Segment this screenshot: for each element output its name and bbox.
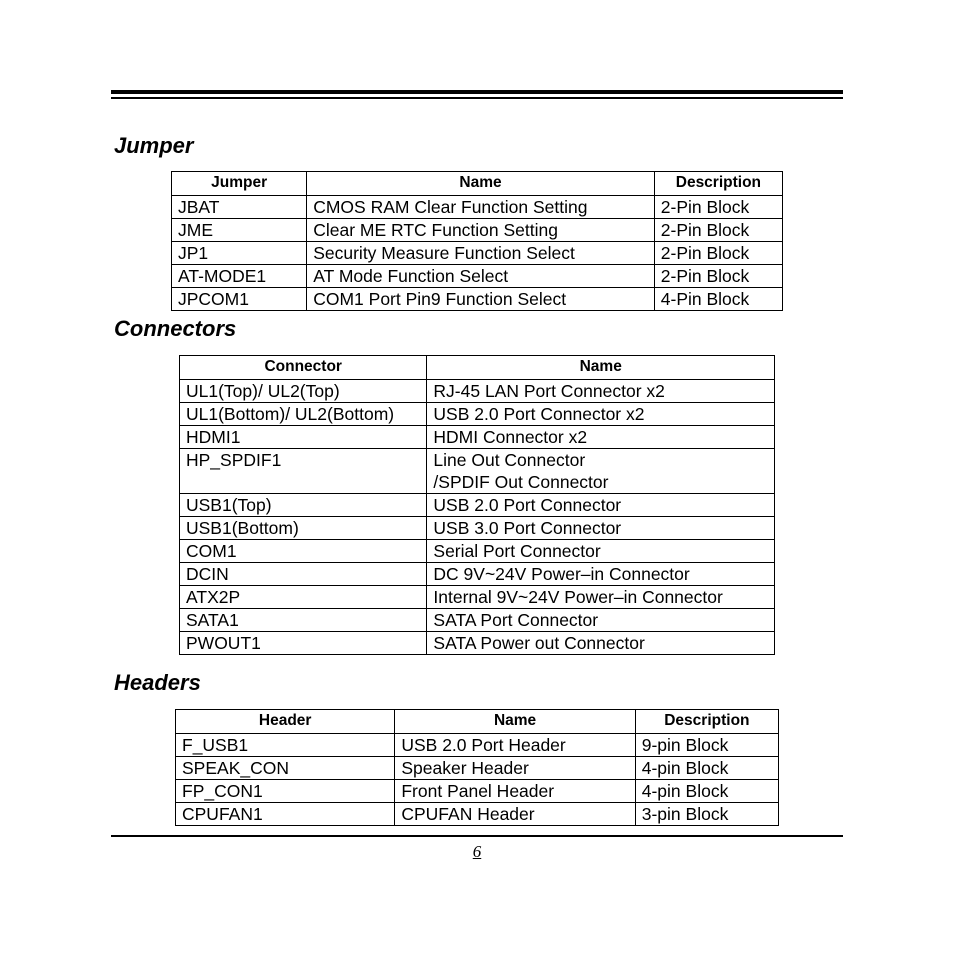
table-cell: SATA Power out Connector [427,632,775,655]
table-row [180,517,775,540]
jumper-section-title: Jumper [114,133,194,158]
connectors-section-title: Connectors [114,316,237,341]
table-cell: F_USB1 [176,734,395,757]
table-row [180,586,775,609]
table-cell: JP1 [172,242,307,265]
table-cell: PWOUT1 [180,632,427,655]
table-cell: Serial Port Connector [427,540,775,563]
table-cell: CMOS RAM Clear Function Setting [307,196,655,219]
table-cell: AT Mode Function Select [307,265,655,288]
table-row [180,494,775,517]
table-cell: Clear ME RTC Function Setting [307,219,655,242]
table-cell: DCIN [180,563,427,586]
table-cell: UL1(Bottom)/ UL2(Bottom) [180,403,427,426]
headers-column-header: Name [395,710,635,734]
table-row [180,609,775,632]
table-cell: 4-pin Block [635,780,778,803]
table-cell: USB 2.0 Port Connector [427,494,775,517]
table-cell: 2-Pin Block [654,242,782,265]
table-cell: Front Panel Header [395,780,635,803]
table-cell: Security Measure Function Select [307,242,655,265]
page-number-text: 6 [472,842,482,861]
top-rule-thin [111,97,843,99]
headers-section-title: Headers [114,670,201,695]
table-cell: CPUFAN Header [395,803,635,826]
table-cell: COM1 [180,540,427,563]
table-row [172,288,783,311]
table-cell: JBAT [172,196,307,219]
jumper-table [171,171,783,311]
headers-table-header-row [176,710,779,734]
table-cell: 2-Pin Block [654,265,782,288]
headers-table [175,709,779,826]
table-cell: 4-Pin Block [654,288,782,311]
connectors-table [179,355,775,655]
table-cell: SPEAK_CON [176,757,395,780]
table-cell: USB 3.0 Port Connector [427,517,775,540]
table-cell: CPUFAN1 [176,803,395,826]
jumper-column-header: Description [654,172,782,196]
bottom-rule [111,835,843,837]
table-cell: JPCOM1 [172,288,307,311]
table-row [180,449,775,494]
table-cell: AT-MODE1 [172,265,307,288]
table-row [172,265,783,288]
table-cell: SATA Port Connector [427,609,775,632]
table-cell: JME [172,219,307,242]
table-cell: 2-Pin Block [654,219,782,242]
table-cell: USB 2.0 Port Connector x2 [427,403,775,426]
headers-column-header: Description [635,710,778,734]
table-cell: USB1(Top) [180,494,427,517]
table-cell: DC 9V~24V Power–in Connector [427,563,775,586]
table-row [176,757,779,780]
table-cell: SATA1 [180,609,427,632]
table-row [180,563,775,586]
table-cell: HDMI1 [180,426,427,449]
table-row [180,403,775,426]
jumper-column-header: Jumper [172,172,307,196]
table-cell: 2-Pin Block [654,196,782,219]
table-cell: FP_CON1 [176,780,395,803]
connectors-table-header-row [180,356,775,380]
table-cell: HP_SPDIF1 [180,449,427,494]
table-row [176,734,779,757]
table-row [176,803,779,826]
table-row [176,780,779,803]
table-cell: 3-pin Block [635,803,778,826]
top-rule-thick [111,90,843,94]
connectors-column-header: Connector [180,356,427,380]
table-row [180,540,775,563]
table-cell: USB1(Bottom) [180,517,427,540]
jumper-table-header-row [172,172,783,196]
table-row [172,196,783,219]
table-cell: ATX2P [180,586,427,609]
table-cell: RJ-45 LAN Port Connector x2 [427,380,775,403]
table-cell: Line Out Connector /SPDIF Out Connector [427,449,775,494]
table-cell: UL1(Top)/ UL2(Top) [180,380,427,403]
table-row [180,426,775,449]
table-row [172,242,783,265]
table-cell: Internal 9V~24V Power–in Connector [427,586,775,609]
table-cell: HDMI Connector x2 [427,426,775,449]
table-cell: 4-pin Block [635,757,778,780]
table-row [172,219,783,242]
table-cell: Speaker Header [395,757,635,780]
page-number [0,842,954,862]
table-row [180,380,775,403]
connectors-column-header: Name [427,356,775,380]
table-row [180,632,775,655]
table-cell: 9-pin Block [635,734,778,757]
jumper-column-header: Name [307,172,655,196]
table-cell: USB 2.0 Port Header [395,734,635,757]
headers-column-header: Header [176,710,395,734]
table-cell: COM1 Port Pin9 Function Select [307,288,655,311]
